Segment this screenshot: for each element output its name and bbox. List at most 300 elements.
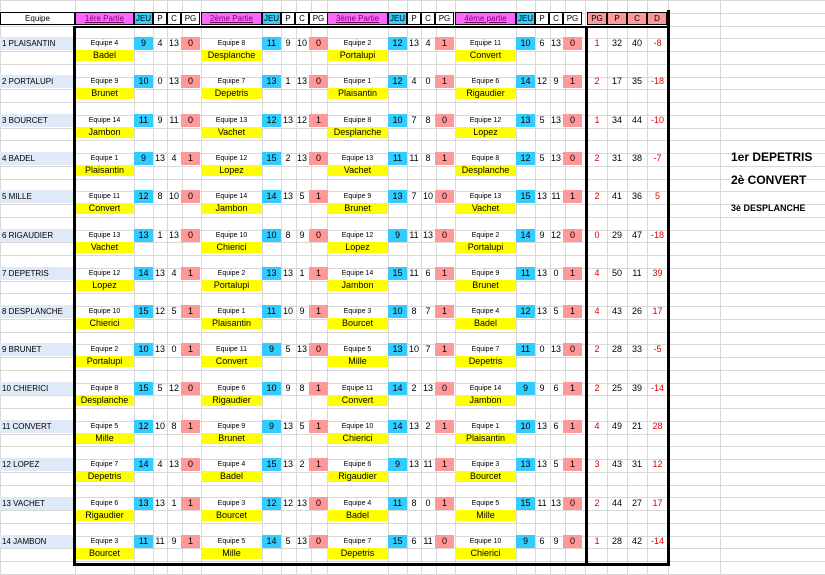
round-jeu[interactable]: 13 [516,458,535,471]
round-jeu[interactable]: 10 [134,343,153,356]
round-p[interactable]: 8 [411,498,417,508]
round-opponent[interactable]: Rigaudier [455,88,516,99]
round-p[interactable]: 13 [282,268,293,278]
total-pg[interactable]: 1 [594,536,600,546]
header-round-3[interactable]: 3ème Partie [327,12,388,25]
round-pg[interactable]: 0 [309,229,328,242]
round-pg[interactable]: 0 [309,37,328,50]
round-pg[interactable]: 0 [563,229,582,242]
round-p[interactable]: 12 [282,498,293,508]
round-equipe[interactable]: Equipe 5 [471,500,500,507]
round-pg[interactable]: 1 [181,535,200,548]
round-equipe[interactable]: Equipe 1 [343,78,372,85]
round-p[interactable]: 12 [536,76,547,86]
round-c[interactable]: 13 [422,383,433,393]
round-c[interactable]: 13 [550,498,561,508]
round-equipe[interactable]: Equipe 12 [215,155,248,162]
team-name[interactable]: 11 CONVERT [0,420,75,433]
round-equipe[interactable]: Equipe 12 [88,270,121,277]
round-p[interactable]: 13 [536,268,547,278]
round-pg[interactable]: 1 [181,497,200,510]
round-opponent[interactable]: Convert [75,203,134,214]
round-opponent[interactable]: Vachet [455,203,516,214]
round-c[interactable]: 13 [550,344,561,354]
total-p[interactable]: 29 [611,230,622,240]
round-opponent[interactable]: Desplanche [455,165,516,176]
round-pg[interactable]: 1 [309,190,328,203]
round-p[interactable]: 13 [154,268,165,278]
round-pg[interactable]: 1 [563,420,582,433]
round-c[interactable]: 8 [299,383,305,393]
total-pg[interactable]: 2 [594,76,600,86]
round-opponent[interactable]: Depetris [75,471,134,482]
round-p[interactable]: 10 [154,421,165,431]
round-c[interactable]: 13 [168,459,179,469]
round-pg[interactable]: 0 [435,114,454,127]
round-p[interactable]: 11 [409,268,419,278]
team-name[interactable]: 3 BOURCET [0,114,75,127]
round-c[interactable]: 13 [296,536,307,546]
round-pg[interactable]: 1 [435,152,454,165]
round-p[interactable]: 5 [539,115,545,125]
round-p[interactable]: 13 [536,191,547,201]
team-name[interactable]: 7 DEPETRIS [0,267,75,280]
round-c[interactable]: 9 [553,536,559,546]
total-c[interactable]: 40 [631,38,642,48]
round-jeu[interactable]: 14 [262,535,281,548]
round-equipe[interactable]: Equipe 1 [217,308,246,315]
round-jeu[interactable]: 11 [516,267,535,280]
round-opponent[interactable]: Badel [455,318,516,329]
round-c[interactable]: 4 [425,38,431,48]
round-equipe[interactable]: Equipe 7 [90,461,119,468]
round-jeu[interactable]: 14 [262,190,281,203]
round-jeu[interactable]: 11 [262,37,281,50]
round-p[interactable]: 9 [157,115,163,125]
round-equipe[interactable]: Equipe 13 [469,193,502,200]
round-p[interactable]: 1 [157,230,163,240]
round-c[interactable]: 0 [171,344,177,354]
round-c[interactable]: 6 [425,268,431,278]
round-jeu[interactable]: 11 [134,535,153,548]
round-pg[interactable]: 1 [181,152,200,165]
round-opponent[interactable]: Mille [201,548,262,559]
round-opponent[interactable]: Jambon [455,395,516,406]
round-p[interactable]: 11 [409,230,419,240]
team-name[interactable]: 5 MILLE [0,190,75,203]
round-opponent[interactable]: Plaisantin [455,433,516,444]
round-pg[interactable]: 0 [181,37,200,50]
round-c[interactable]: 12 [296,115,307,125]
total-c[interactable]: 11 [632,268,642,278]
round-opponent[interactable]: Badel [75,50,134,61]
round-opponent[interactable]: Brunet [455,280,516,291]
round-equipe[interactable]: Equipe 8 [343,117,372,124]
round-equipe[interactable]: Equipe 13 [341,155,374,162]
round-jeu[interactable]: 11 [388,497,407,510]
round-equipe[interactable]: Equipe 10 [215,232,248,239]
round-p[interactable]: 8 [285,230,291,240]
round-pg[interactable]: 1 [435,267,454,280]
round-pg[interactable]: 1 [435,305,454,318]
round-equipe[interactable]: Equipe 13 [215,117,248,124]
round-jeu[interactable]: 12 [516,152,535,165]
round-opponent[interactable]: Badel [327,510,388,521]
total-c[interactable]: 27 [631,498,642,508]
round-pg[interactable]: 1 [181,267,200,280]
round-jeu[interactable]: 15 [388,267,407,280]
total-d[interactable]: -18 [650,76,664,86]
round-jeu[interactable]: 13 [388,190,407,203]
round-equipe[interactable]: Equipe 14 [341,270,374,277]
total-d[interactable]: -8 [653,38,662,48]
round-pg[interactable]: 0 [309,75,328,88]
total-c[interactable]: 26 [631,306,642,316]
round-pg[interactable]: 1 [309,114,328,127]
round-opponent[interactable]: Depetris [327,548,388,559]
round-pg[interactable]: 0 [181,229,200,242]
round-jeu[interactable]: 10 [262,229,281,242]
round-c[interactable]: 10 [296,38,307,48]
round-c[interactable]: 13 [296,498,307,508]
round-pg[interactable]: 0 [309,152,328,165]
team-name[interactable]: 4 BADEL [0,152,75,165]
round-opponent[interactable]: Bourcet [327,318,388,329]
round-p[interactable]: 11 [537,498,547,508]
round-opponent[interactable]: Jambon [201,203,262,214]
round-jeu[interactable]: 13 [262,75,281,88]
round-pg[interactable]: 0 [309,535,328,548]
round-c[interactable]: 12 [168,383,179,393]
total-c[interactable]: 44 [631,115,642,125]
round-jeu[interactable]: 12 [388,75,407,88]
round-opponent[interactable]: Bourcet [455,471,516,482]
round-pg[interactable]: 0 [309,343,328,356]
total-p[interactable]: 25 [611,383,622,393]
round-opponent[interactable]: Lopez [201,165,262,176]
round-pg[interactable]: 1 [435,497,454,510]
header-p[interactable]: P [281,12,295,25]
header-equipe[interactable]: Equipe [0,12,75,25]
round-equipe[interactable]: Equipe 8 [471,155,500,162]
header-p[interactable]: P [535,12,549,25]
round-jeu[interactable]: 10 [388,114,407,127]
round-opponent[interactable]: Portalupi [75,356,134,367]
round-opponent[interactable]: Badel [201,471,262,482]
round-equipe[interactable]: Equipe 2 [471,232,500,239]
header-pg[interactable]: PG [563,12,582,25]
round-opponent[interactable]: Chierici [201,242,262,253]
header-total-1[interactable]: P [607,12,627,25]
round-equipe[interactable]: Equipe 3 [217,500,246,507]
total-pg[interactable]: 1 [594,38,600,48]
round-p[interactable]: 1 [285,76,291,86]
team-name[interactable]: 9 BRUNET [0,343,75,356]
team-name[interactable]: 13 VACHET [0,497,75,510]
round-equipe[interactable]: Equipe 2 [217,270,246,277]
round-opponent[interactable]: Brunet [201,433,262,444]
round-pg[interactable]: 0 [309,497,328,510]
round-pg[interactable]: 1 [563,190,582,203]
round-equipe[interactable]: Equipe 12 [469,117,502,124]
total-c[interactable]: 39 [631,383,642,393]
round-p[interactable]: 7 [411,191,417,201]
round-opponent[interactable]: Depetris [201,88,262,99]
round-opponent[interactable]: Portalupi [327,50,388,61]
round-pg[interactable]: 1 [309,305,328,318]
total-pg[interactable]: 2 [594,153,600,163]
round-pg[interactable]: 1 [435,420,454,433]
round-equipe[interactable]: Equipe 14 [469,385,502,392]
round-c[interactable]: 9 [299,230,305,240]
round-p[interactable]: 4 [411,76,417,86]
round-p[interactable]: 13 [282,115,293,125]
total-c[interactable]: 35 [631,76,642,86]
round-opponent[interactable]: Desplanche [327,127,388,138]
total-p[interactable]: 17 [611,76,622,86]
round-p[interactable]: 9 [539,383,545,393]
round-c[interactable]: 13 [168,38,179,48]
ranking-2[interactable]: 2è CONVERT [731,173,807,187]
round-equipe[interactable]: Equipe 5 [90,423,119,430]
total-c[interactable]: 36 [631,191,642,201]
round-p[interactable]: 2 [285,153,291,163]
total-d[interactable]: -18 [650,230,664,240]
round-jeu[interactable]: 13 [134,497,153,510]
round-jeu[interactable]: 14 [134,267,153,280]
round-equipe[interactable]: Equipe 13 [88,232,121,239]
round-opponent[interactable]: Portalupi [455,242,516,253]
round-opponent[interactable]: Rigaudier [201,395,262,406]
round-opponent[interactable]: Jambon [327,280,388,291]
total-c[interactable]: 31 [631,459,642,469]
round-c[interactable]: 4 [171,153,177,163]
total-d[interactable]: -14 [650,536,664,546]
header-c[interactable]: C [421,12,435,25]
round-jeu[interactable]: 12 [262,497,281,510]
round-p[interactable]: 0 [539,344,545,354]
team-name[interactable]: 12 LOPEZ [0,458,75,471]
round-c[interactable]: 13 [550,38,561,48]
round-jeu[interactable]: 10 [388,305,407,318]
round-p[interactable]: 6 [539,536,545,546]
round-equipe[interactable]: Equipe 10 [88,308,121,315]
round-equipe[interactable]: Equipe 5 [217,538,246,545]
round-c[interactable]: 1 [171,498,177,508]
round-pg[interactable]: 0 [181,75,200,88]
round-p[interactable]: 13 [154,498,165,508]
round-equipe[interactable]: Equipe 3 [471,461,500,468]
header-round-4[interactable]: 4ème partie [455,12,516,25]
header-jeu[interactable]: JEU [389,14,406,23]
total-d[interactable]: 17 [652,498,663,508]
header-pg[interactable]: PG [309,12,328,25]
total-d[interactable]: 5 [654,191,660,201]
round-pg[interactable]: 0 [435,190,454,203]
round-opponent[interactable]: Plaisantin [75,165,134,176]
total-pg[interactable]: 4 [594,421,600,431]
round-p[interactable]: 8 [157,191,163,201]
round-c[interactable]: 13 [550,153,561,163]
header-c[interactable]: C [295,12,309,25]
round-jeu[interactable]: 13 [262,267,281,280]
round-p[interactable]: 10 [408,344,419,354]
round-c[interactable]: 11 [551,191,561,201]
total-pg[interactable]: 4 [594,306,600,316]
round-p[interactable]: 5 [157,383,163,393]
round-c[interactable]: 0 [425,76,431,86]
round-equipe[interactable]: Equipe 8 [90,385,119,392]
round-p[interactable]: 12 [154,306,165,316]
round-c[interactable]: 5 [299,421,305,431]
round-opponent[interactable]: Chierici [327,433,388,444]
round-pg[interactable]: 1 [435,343,454,356]
round-opponent[interactable]: Mille [455,510,516,521]
round-c[interactable]: 6 [553,383,559,393]
round-c[interactable]: 5 [299,191,305,201]
round-opponent[interactable]: Rigaudier [75,510,134,521]
round-opponent[interactable]: Vachet [201,127,262,138]
round-p[interactable]: 13 [408,421,419,431]
header-c[interactable]: C [167,12,181,25]
round-jeu[interactable]: 9 [262,343,281,356]
round-jeu[interactable]: 15 [262,458,281,471]
round-c[interactable]: 9 [171,536,177,546]
round-equipe[interactable]: Equipe 3 [343,308,372,315]
total-d[interactable]: 12 [652,459,663,469]
round-p[interactable]: 10 [282,306,293,316]
round-equipe[interactable]: Equipe 11 [341,385,373,392]
round-opponent[interactable]: Vachet [327,165,388,176]
round-equipe[interactable]: Equipe 5 [343,346,372,353]
round-equipe[interactable]: Equipe 7 [343,538,372,545]
round-c[interactable]: 11 [169,115,179,125]
total-p[interactable]: 41 [611,191,622,201]
header-total-0[interactable]: PG [587,12,607,25]
round-opponent[interactable]: Jambon [75,127,134,138]
total-d[interactable]: -7 [653,153,662,163]
round-c[interactable]: 7 [425,306,431,316]
total-p[interactable]: 28 [611,344,622,354]
round-jeu[interactable]: 15 [516,497,535,510]
round-pg[interactable]: 1 [309,267,328,280]
total-d[interactable]: -5 [653,344,662,354]
round-equipe[interactable]: Equipe 11 [88,193,120,200]
round-p[interactable]: 6 [411,536,417,546]
round-p[interactable]: 13 [408,38,419,48]
round-jeu[interactable]: 9 [388,229,407,242]
total-pg[interactable]: 2 [594,344,600,354]
round-jeu[interactable]: 10 [516,37,535,50]
round-jeu[interactable]: 9 [388,458,407,471]
round-opponent[interactable]: Desplanche [75,395,134,406]
round-c[interactable]: 0 [425,498,431,508]
round-equipe[interactable]: Equipe 6 [90,500,119,507]
round-c[interactable]: 13 [296,76,307,86]
team-name[interactable]: 10 CHIERICI [0,382,75,395]
round-equipe[interactable]: Equipe 6 [217,385,246,392]
round-p[interactable]: 5 [285,536,291,546]
round-c[interactable]: 11 [423,536,433,546]
round-opponent[interactable]: Plaisantin [201,318,262,329]
total-p[interactable]: 43 [611,306,622,316]
round-c[interactable]: 13 [168,76,179,86]
round-pg[interactable]: 1 [309,458,328,471]
round-c[interactable]: 13 [550,115,561,125]
round-jeu[interactable]: 10 [134,75,153,88]
round-pg[interactable]: 0 [563,114,582,127]
round-jeu[interactable]: 11 [262,305,281,318]
round-pg[interactable]: 0 [181,114,200,127]
round-equipe[interactable]: Equipe 4 [343,500,372,507]
total-pg[interactable]: 2 [594,498,600,508]
round-pg[interactable]: 1 [181,420,200,433]
round-opponent[interactable]: Desplanche [201,50,262,61]
round-p[interactable]: 9 [539,230,545,240]
round-jeu[interactable]: 13 [134,229,153,242]
round-c[interactable]: 1 [299,268,305,278]
round-pg[interactable]: 0 [563,152,582,165]
round-jeu[interactable]: 14 [388,382,407,395]
round-c[interactable]: 13 [422,230,433,240]
round-p[interactable]: 2 [411,383,417,393]
round-p[interactable]: 11 [155,536,165,546]
round-pg[interactable]: 0 [181,190,200,203]
total-c[interactable]: 47 [631,230,642,240]
round-p[interactable]: 9 [285,383,291,393]
round-equipe[interactable]: Equipe 2 [90,346,119,353]
round-pg[interactable]: 0 [563,497,582,510]
round-p[interactable]: 4 [157,459,163,469]
header-p[interactable]: P [153,12,167,25]
round-opponent[interactable]: Mille [327,356,388,367]
round-pg[interactable]: 1 [181,305,200,318]
round-equipe[interactable]: Equipe 2 [343,40,372,47]
round-pg[interactable]: 1 [563,267,582,280]
round-c[interactable]: 0 [553,268,559,278]
round-jeu[interactable]: 11 [516,343,535,356]
round-equipe[interactable]: Equipe 7 [217,78,246,85]
round-equipe[interactable]: Equipe 9 [343,193,372,200]
round-pg[interactable]: 0 [563,37,582,50]
ranking-3[interactable]: 3è DESPLANCHE [731,203,806,213]
round-jeu[interactable]: 9 [516,382,535,395]
round-equipe[interactable]: Equipe 4 [217,461,246,468]
total-c[interactable]: 33 [631,344,642,354]
round-equipe[interactable]: Equipe 12 [341,232,374,239]
round-pg[interactable]: 1 [181,343,200,356]
round-c[interactable]: 13 [168,230,179,240]
header-pg[interactable]: PG [435,12,454,25]
header-jeu[interactable]: JEU [263,14,280,23]
round-equipe[interactable]: Equipe 4 [90,40,119,47]
round-jeu[interactable]: 10 [262,382,281,395]
round-pg[interactable]: 1 [563,458,582,471]
round-jeu[interactable]: 15 [262,152,281,165]
total-pg[interactable]: 0 [594,230,600,240]
total-pg[interactable]: 3 [594,459,600,469]
round-p[interactable]: 0 [157,76,163,86]
round-c[interactable]: 10 [168,191,179,201]
round-p[interactable]: 13 [408,459,419,469]
total-pg[interactable]: 1 [594,115,600,125]
round-pg[interactable]: 0 [435,229,454,242]
total-d[interactable]: 17 [652,306,663,316]
round-c[interactable]: 13 [296,344,307,354]
round-p[interactable]: 13 [282,421,293,431]
round-c[interactable]: 2 [425,421,431,431]
round-jeu[interactable]: 9 [134,152,153,165]
